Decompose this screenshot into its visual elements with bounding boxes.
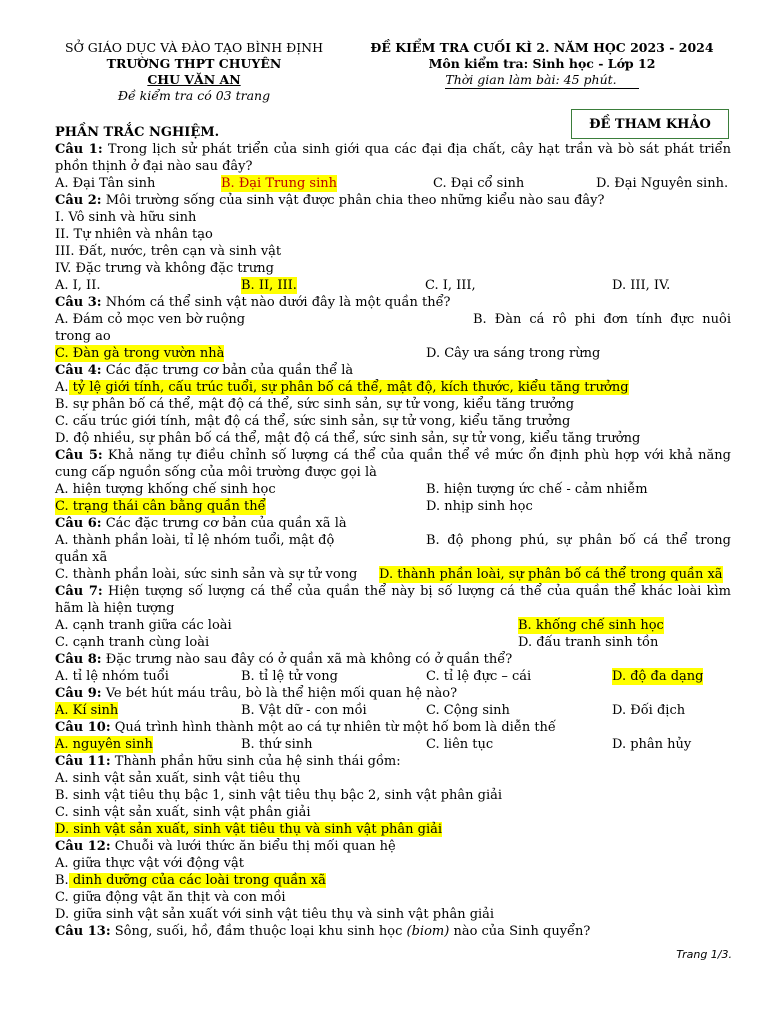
q9-option-c: C. Cộng sinh [426, 703, 510, 718]
q9-option-b: B. Vật dữ - con mồi [241, 703, 367, 718]
question-6: Câu 6: Các đặc trưng cơ bản của quần xã là [55, 516, 347, 531]
q5-option-d: D. nhịp sinh học [426, 499, 533, 514]
q2-item-2: II. Tự nhiên và nhân tạo [55, 227, 213, 242]
exam-title: ĐỀ KIỂM TRA CUỐI KÌ 2. NĂM HỌC 2023 - 2024 [370, 40, 714, 55]
q3-option-a: A. Đám cỏ mọc ven bờ ruộng [55, 312, 246, 327]
header-left [54, 40, 334, 104]
q3-option-c-answer: C. Đàn gà trong vườn nhà [55, 346, 225, 361]
q4-option-b: B. sự phân bố cá thể, mật độ cá thể, sức sinh sản, sự tử vong, kiểu tăng trưởng [55, 397, 575, 412]
q4-option-a-answer: A. tỷ lệ giới tính, cấu trúc tuổi, sự phân bố cá thể, mật độ, kích thước, kiểu tăng trưởng [55, 380, 629, 395]
q11-option-a: A. sinh vật sản xuất, sinh vật tiêu thụ [55, 771, 301, 786]
q9-option-a-answer: A. Kí sinh [55, 703, 119, 718]
question-10: Câu 10: Quá trình hình thành một ao cá tự nhiên từ một hố bom là diễn thế [55, 720, 556, 735]
q7-option-b-answer: B. khống chế sinh học [518, 618, 664, 633]
q10-option-a-answer: A. nguyên sinh [55, 737, 153, 752]
q5-option-b: B. hiện tượng ức chế - cảm nhiễm [426, 482, 648, 497]
q7-option-a: A. cạnh tranh giữa các loài [55, 618, 232, 633]
question-7: Câu 7: Hiện tượng số lượng cá thể của quần thể này bị số lượng cá thể của quần thể khác loài kìm hãm là hiện tượng [55, 584, 732, 616]
q12-option-d: D. giữa sinh vật sản xuất với sinh vật tiêu thụ và sinh vật phân giải [55, 907, 495, 922]
q4-option-d: D. độ nhiều, sự phân bố cá thể, mật độ cá thể, sức sinh sản, sự tử vong, kiểu tăng trưởng [55, 431, 641, 446]
q9-option-d: D. Đối địch [612, 703, 686, 718]
q3-options-row1 [55, 311, 731, 328]
q4-option-c: C. cấu trúc giới tính, mật độ cá thể, sức sinh sản, sự tử vong, kiểu tăng trưởng [55, 414, 571, 429]
q5-option-c-answer: C. trạng thái cân bằng quần thể [55, 499, 266, 514]
q1-option-b-answer: B. Đại Trung sinh [221, 176, 338, 191]
q1-option-a: A. Đại Tân sinh [55, 176, 156, 191]
q2-option-a: A. I, II. [55, 278, 101, 293]
page-count-note: Đề kiểm tra có 03 trang [117, 88, 271, 103]
school-name-1: TRƯỜNG THPT CHUYÊN [106, 56, 282, 71]
q12-option-a: A. giữa thực vật với động vật [55, 856, 244, 871]
q1-options [55, 175, 731, 192]
exam-body [55, 124, 731, 940]
q1-option-d: D. Đại Nguyên sinh. [596, 176, 729, 191]
question-3: Câu 3: Nhóm cá thể sinh vật nào dưới đây là một quần thể? [55, 295, 451, 310]
q6-option-a: A. thành phần loài, tỉ lệ nhóm tuổi, mật độ [55, 533, 335, 548]
q12-option-c: C. giữa động vật ăn thịt và con mồi [55, 890, 286, 905]
q7-option-c: C. cạnh tranh cùng loài [55, 635, 210, 650]
question-9: Câu 9: Ve bét hút máu trâu, bò là thể hiện mối quan hệ nào? [55, 686, 458, 701]
q6-option-a-cont: quần xã [55, 550, 108, 565]
q1-option-c: C. Đại cổ sinh [433, 176, 525, 191]
q8-option-d-answer: D. độ đa dạng [612, 669, 704, 684]
q6-options-row1 [55, 532, 731, 549]
subject-line: Môn kiểm tra: Sinh học - Lớp 12 [428, 56, 656, 71]
question-2: Câu 2: Môi trường sống của sinh vật được phân chia theo những kiểu nào sau đây? [55, 193, 605, 208]
q12-option-b-answer: B. dinh dưỡng của các loài trong quần xã [55, 873, 326, 888]
reference-exam-box: ĐỀ THAM KHẢO [571, 109, 729, 139]
q3-option-d: D. Cây ưa sáng trong rừng [426, 346, 601, 361]
q2-option-c: C. I, III, [425, 278, 476, 293]
q9-options [55, 702, 731, 719]
q8-option-a: A. tỉ lệ nhóm tuổi [55, 669, 169, 684]
question-13: Câu 13: Sông, suối, hồ, đầm thuộc loại khu sinh học (biom) nào của Sinh quyển? [55, 924, 591, 939]
q8-option-b: B. tỉ lệ tử vong [241, 669, 338, 684]
q2-option-d: D. III, IV. [612, 278, 671, 293]
question-11: Câu 11: Thành phần hữu sinh của hệ sinh thái gồm: [55, 754, 401, 769]
section-title: PHẦN TRẮC NGHIỆM. [55, 125, 220, 140]
q10-option-d: D. phân hủy [612, 737, 692, 752]
q5-option-a: A. hiện tượng khống chế sinh học [55, 482, 276, 497]
q10-option-c: C. liên tục [426, 737, 494, 752]
q8-options [55, 668, 731, 685]
q2-item-3: III. Đất, nước, trên cạn và sinh vật [55, 244, 282, 259]
q2-option-b-answer: B. II, III. [241, 278, 297, 293]
q6-option-b: B. độ phong phú, sự phân bố cá thể trong [426, 533, 731, 548]
question-5: Câu 5: Khả năng tự điều chỉnh số lượng cá thể của quần thể về mức ổn định phù hợp với khả năng cung cấp nguồn sống của môi trường được gọi là [55, 448, 731, 480]
q10-option-b: B. thứ sinh [241, 737, 313, 752]
q11-option-d-answer: D. sinh vật sản xuất, sinh vật tiêu thụ và sinh vật phân giải [55, 822, 443, 837]
q10-options [55, 736, 731, 753]
school-name-2: CHU VĂN AN [147, 72, 241, 87]
q7-options-row2 [55, 634, 731, 651]
q5-options-row1 [55, 481, 731, 498]
q7-option-d: D. đấu tranh sinh tồn [518, 635, 659, 650]
page-number: Trang 1/3. [676, 948, 732, 961]
q3-option-b-cont: trong ao [55, 329, 111, 344]
q11-option-b: B. sinh vật tiêu thụ bậc 1, sinh vật tiêu thụ bậc 2, sinh vật phân giải [55, 788, 503, 803]
dept-name: SỞ GIÁO DỤC VÀ ĐÀO TẠO BÌNH ĐỊNH [65, 40, 323, 55]
q11-option-c: C. sinh vật sản xuất, sinh vật phân giải [55, 805, 311, 820]
q8-option-c: C. tỉ lệ đực – cái [426, 669, 532, 684]
question-1: Câu 1: Trong lịch sử phát triển của sinh giới qua các đại địa chất, cây hạt trần và bò sát phát triển phồn thịnh ở đại nào sau đây? [55, 142, 731, 174]
q2-item-1: I. Vô sinh và hữu sinh [55, 210, 197, 225]
question-8: Câu 8: Đặc trưng nào sau đây có ở quần xã mà không có ở quần thể? [55, 652, 513, 667]
q3-option-b: B. Đàn cá rô phi đơn tính đực nuôi [473, 312, 731, 327]
header-right [352, 40, 732, 89]
question-12: Câu 12: Chuỗi và lưới thức ăn biểu thị mối quan hệ [55, 839, 396, 854]
q6-option-d-answer: D. thành phần loài, sự phân bố cá thể trong quần xã [379, 567, 723, 582]
q5-options-row2 [55, 498, 731, 515]
q2-options [55, 277, 731, 294]
q6-option-c: C. thành phần loài, sức sinh sản và sự tử vong [55, 567, 358, 582]
q7-options-row1 [55, 617, 731, 634]
q3-options-row2 [55, 345, 731, 362]
q2-item-4: IV. Đặc trưng và không đặc trưng [55, 261, 274, 276]
time-line: Thời gian làm bài: 45 phút. [445, 72, 638, 89]
question-4: Câu 4: Các đặc trưng cơ bản của quần thể là [55, 363, 354, 378]
q6-options-row2 [55, 566, 731, 583]
